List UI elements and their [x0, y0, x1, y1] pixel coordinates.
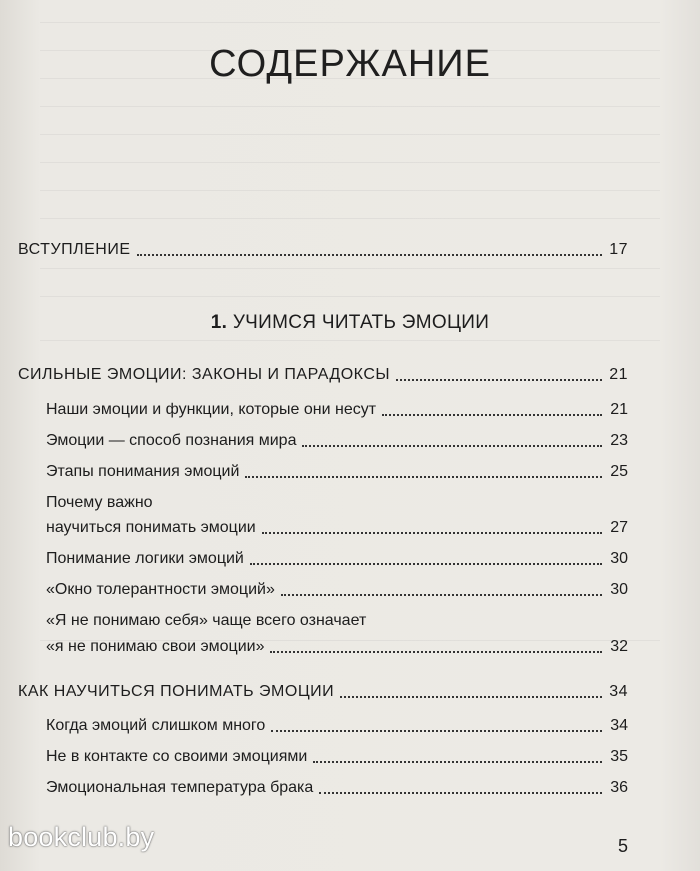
dot-leader — [250, 563, 602, 565]
dot-leader — [396, 379, 602, 381]
toc-entry[interactable] — [46, 747, 628, 767]
toc-entry-label: «я не понимаю свои эмоции» — [46, 638, 265, 655]
bleed-through-line — [40, 106, 660, 107]
toc-entry-label: Этапы понимания эмоций — [46, 463, 240, 480]
dot-leader — [245, 476, 602, 478]
toc-entry-label: Когда эмоций слишком много — [46, 717, 266, 734]
toc-page-number: 35 — [610, 748, 628, 765]
toc-entry-first-line: Почему важно — [46, 494, 153, 511]
toc-entry-label: «Окно толерантности эмоций» — [46, 581, 275, 598]
toc-entry-label: ВСТУПЛЕНИЕ — [18, 241, 131, 258]
dot-leader — [271, 730, 602, 732]
toc-entry-label: научиться понимать эмоции — [46, 519, 256, 536]
bleed-through-line — [40, 340, 660, 341]
chapter-heading — [0, 312, 700, 334]
toc-entry[interactable] — [46, 518, 628, 538]
toc-entry[interactable] — [46, 462, 628, 482]
toc-entry[interactable] — [46, 580, 628, 600]
toc-page-number: 21 — [610, 401, 628, 418]
dot-leader — [302, 445, 602, 447]
toc-page-number: 23 — [610, 432, 628, 449]
toc-page-number: 30 — [610, 550, 628, 567]
toc-entry-label: Понимание логики эмоций — [46, 550, 244, 567]
toc-page-number: 17 — [609, 241, 628, 258]
bleed-through-line — [40, 296, 660, 297]
toc-entry[interactable] — [46, 431, 628, 451]
toc-page-number: 25 — [610, 463, 628, 480]
dot-leader — [270, 651, 602, 653]
site-watermark: bookclub.by — [8, 822, 155, 852]
toc-section-2[interactable] — [18, 682, 628, 702]
toc-entry-label: Наши эмоции и функции, которые они несут — [46, 401, 377, 418]
toc-page-number: 32 — [610, 638, 628, 655]
toc-page-number: 27 — [610, 519, 628, 536]
bleed-through-line — [40, 268, 660, 269]
toc-entry[interactable] — [46, 549, 628, 569]
dot-leader — [382, 414, 602, 416]
bleed-through-line — [40, 22, 660, 23]
toc-entry[interactable] — [46, 400, 628, 420]
dot-leader — [137, 254, 603, 256]
toc-page-number: 21 — [609, 366, 628, 383]
toc-entry[interactable] — [46, 637, 628, 657]
toc-entry-first-line: «Я не понимаю себя» чаще всего означает — [46, 612, 367, 629]
toc-section-label: КАК НАУЧИТЬСЯ ПОНИМАТЬ ЭМОЦИИ — [18, 683, 335, 700]
bleed-through-line — [40, 218, 660, 219]
dot-leader — [281, 594, 602, 596]
toc-section-1[interactable] — [18, 365, 628, 385]
page-number: 5 — [617, 836, 628, 856]
toc-section-label: СИЛЬНЫЕ ЭМОЦИИ: ЗАКОНЫ И ПАРАДОКСЫ — [18, 366, 391, 383]
chapter-number: 1. — [210, 312, 228, 333]
toc-entry-label: Эмоциональная температура брака — [46, 779, 314, 796]
toc-entry-label: Не в контакте со своими эмоциями — [46, 748, 308, 765]
chapter-title-text: УЧИМСЯ ЧИТАТЬ ЭМОЦИИ — [232, 312, 490, 333]
toc-entry-intro[interactable] — [18, 240, 628, 260]
toc-page-number: 34 — [610, 717, 628, 734]
toc-entry[interactable] — [46, 716, 628, 736]
dot-leader — [313, 761, 602, 763]
toc-page-number: 34 — [609, 683, 628, 700]
page-title: СОДЕРЖАНИЕ — [209, 43, 491, 86]
bleed-through-line — [40, 162, 660, 163]
bleed-through-line — [40, 134, 660, 135]
dot-leader — [340, 696, 602, 698]
dot-leader — [319, 792, 602, 794]
dot-leader — [262, 532, 602, 534]
toc-page-number: 30 — [610, 581, 628, 598]
bleed-through-line — [40, 190, 660, 191]
toc-entry-label: Эмоции — способ познания мира — [46, 432, 297, 449]
toc-entry[interactable] — [46, 778, 628, 798]
toc-page-number: 36 — [610, 779, 628, 796]
